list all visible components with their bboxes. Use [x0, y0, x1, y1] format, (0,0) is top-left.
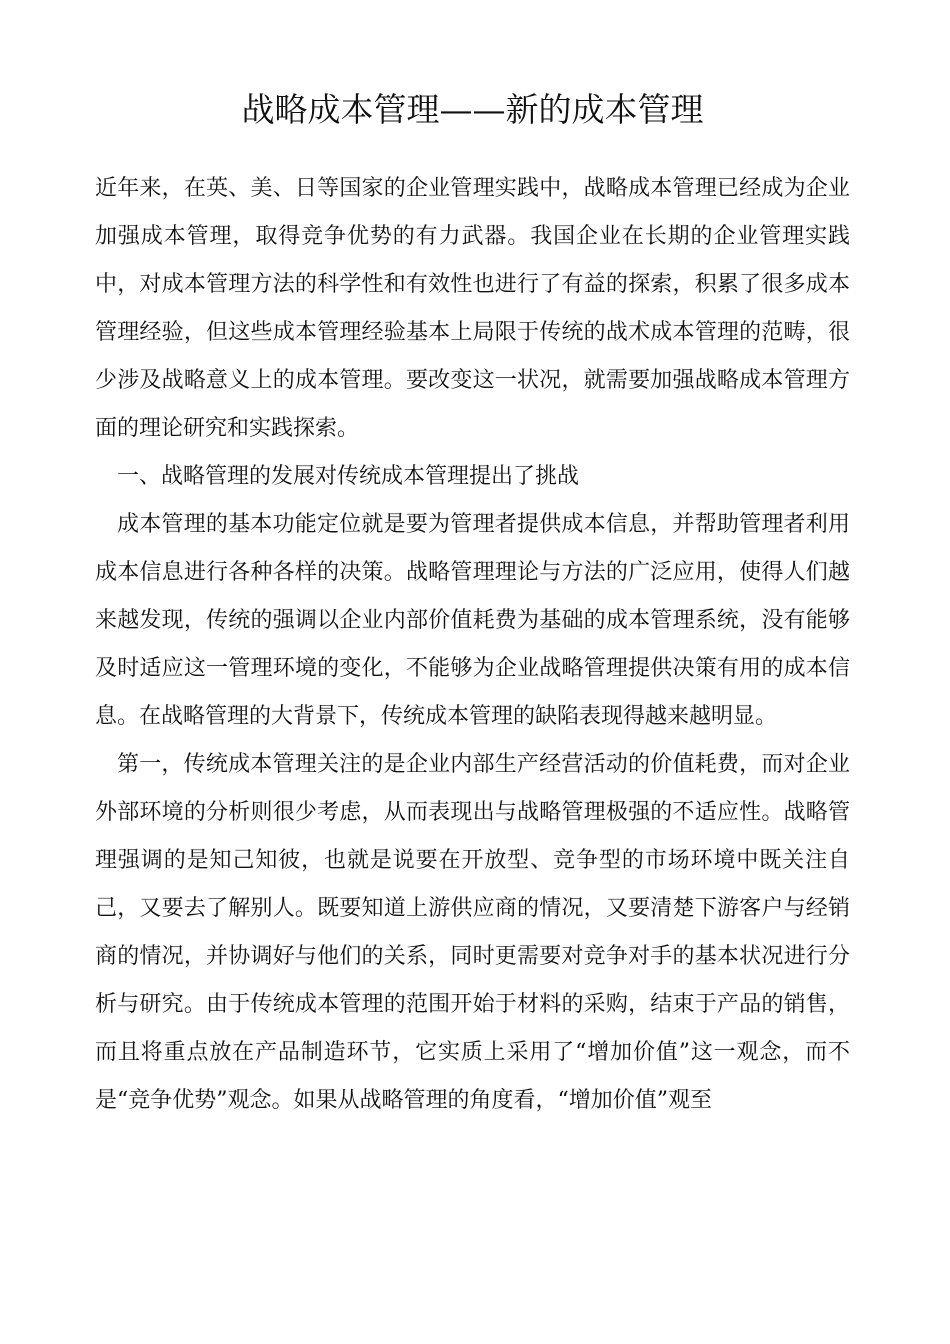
document-page: [95, 0, 850, 1344]
section-heading-1: 一、战略管理的发展对传统成本管理提出了挑战: [117, 464, 580, 489]
paragraph-intro: 近年来，在英、美、日等国家的企业管理实践中，战略成本管理已经成为企业加强成本管理，取得竞争优势的有力武器。我国企业在长期的企业管理实践中，对成本管理方法的科学性和有效性也进行了有益的探索，积累了很多成本管理经验，但这些成本管理经验基本上局限于传统的战术成本管理的范畴，很少涉及战略意义上的成本管理。要改变这一状况，就需要加强战略成本管理方面的理论研究和实践探索。: [95, 176, 850, 441]
paragraph-cost-management-function: 成本管理的基本功能定位就是要为管理者提供成本信息，并帮助管理者利用成本信息进行各种各样的决策。战略管理理论与方法的广泛应用，使得人们越来越发现，传统的强调以企业内部价值耗费为基础的成本管理系统，没有能够及时适应这一管理环境的变化，不能够为企业战略管理提供决策有用的成本信息。在战略管理的大背景下，传统成本管理的缺陷表现得越来越明显。: [95, 512, 850, 729]
paragraph-first-point: 第一，传统成本管理关注的是企业内部生产经营活动的价值耗费，而对企业外部环境的分析则很少考虑，从而表现出与战略管理极强的不适应性。战略管理强调的是知己知彼，也就是说要在开放型、竞争型的市场环境中既关注自己，又要去了解别人。既要知道上游供应商的情况，又要清楚下游客户与经销商的情况，并协调好与他们的关系，同时更需要对竞争对手的基本状况进行分析与研究。由于传统成本管理的范围开始于材料的采购，结束于产品的销售，而且将重点放在产品制造环节，它实质上采用了“增加价值”这一观念，而不是“竞争优势”观念。如果从战略管理的角度看，“增加价值”观至: [95, 752, 850, 1113]
document-title: 战略成本管理——新的成本管理: [241, 90, 704, 129]
document-body: [95, 165, 850, 1125]
